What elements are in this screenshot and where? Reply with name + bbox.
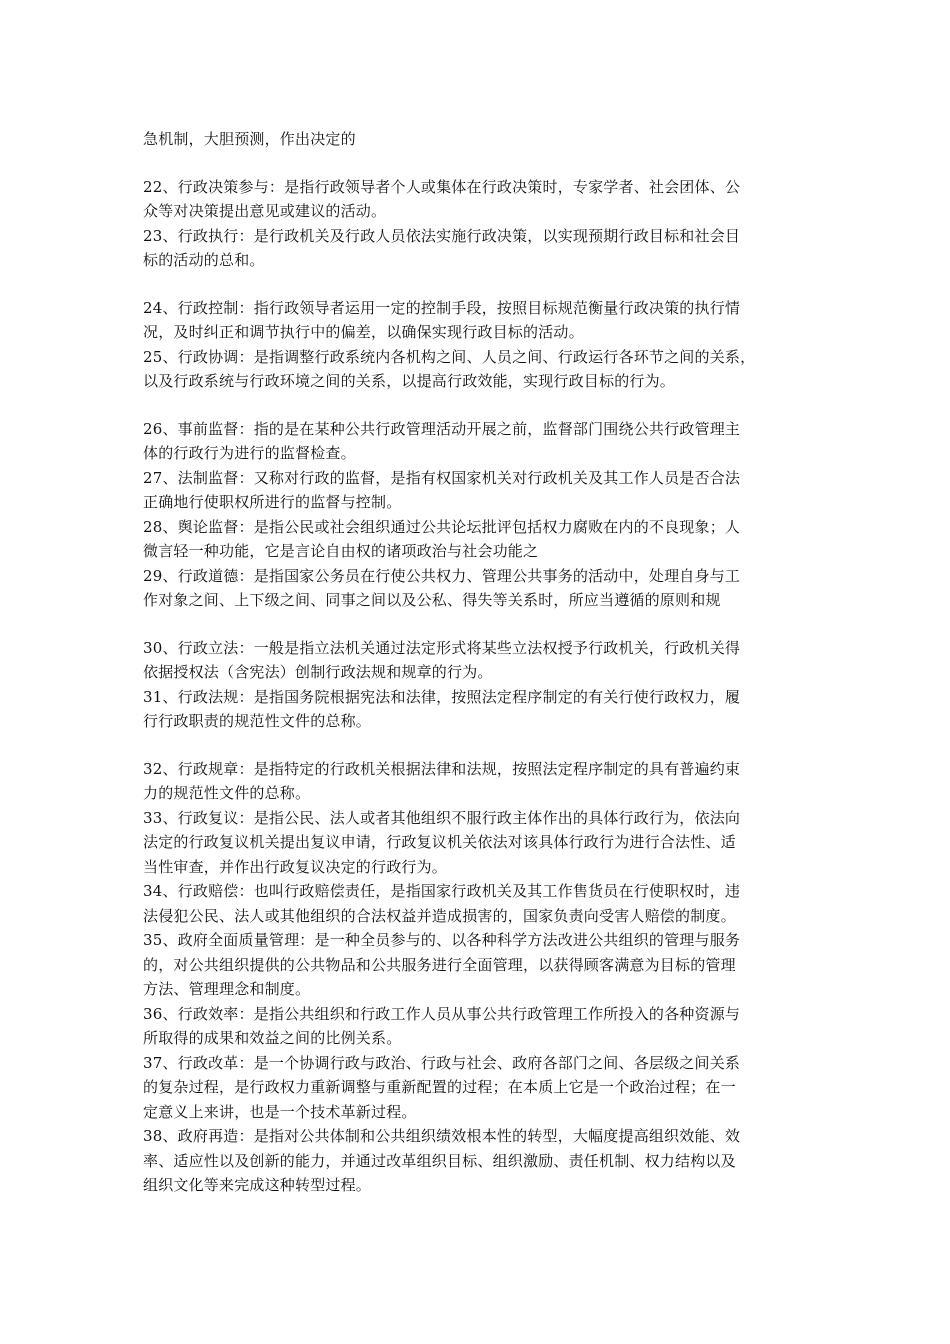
text-line: 38、政府再造：是指对公共体制和公共组织绩效根本性的转型，大幅度提高组织效能、效 [143,1127,741,1145]
text-line: 力的规范性文件的总称。 [143,784,311,802]
text-line: 24、行政控制：指行政领导者运用一定的控制手段，按照目标规范衡量行政决策的执行情 [143,298,741,317]
text-block [143,175,807,273]
text-line: 体的行政行为进行的监督检查。 [143,444,356,462]
text-line: 法侵犯公民、法人或其他组织的合法权益并造成损害的，国家负责向受害人赔偿的制度。 [143,906,736,925]
document-body [143,127,807,1198]
text-block [143,127,807,152]
text-line: 22、行政决策参与：是指行政领导者个人或集体在行政决策时，专家学者、社会团体、公 [143,177,741,196]
text-line: 以及行政系统与行政环境之间的关系，以提高行政效能，实现行政目标的行为。 [143,372,676,390]
text-line: 急机制，大胆预测，作出决定的 [143,130,356,148]
text-line: 方法、管理理念和制度。 [143,980,311,998]
text-line: 27、法制监督：又称对行政的监督，是指有权国家机关对行政机关及其工作人员是否合法 [143,468,741,487]
paragraph-gap [143,152,807,175]
text-block [143,296,807,394]
text-line: 25、行政协调：是指调整行政系统内各机构之间、人员之间、行政运行各环节之间的关系， [143,347,756,366]
text-line: 依据授权法（含宪法）创制行政法规和规章的行为。 [143,663,493,681]
text-line: 31、行政法规：是指国务院根据宪法和法律，按照法定程序制定的有关行使行政权力，履 [143,687,741,706]
text-line: 28、舆论监督：是指公民或社会组织通过公共论坛批评包括权力腐败在内的不良现象；人 [143,517,741,536]
text-line: 36、行政效率：是指公共组织和行政工作人员从事公共行政管理工作所投入的各种资源与 [143,1004,741,1023]
text-line: 组织文化等来完成这种转型过程。 [143,1176,372,1194]
text-line: 行行政职责的规范性文件的总称。 [143,712,372,730]
text-line: 的复杂过程，是行政权力重新调整与重新配置的过程；在本质上它是一个政治过程；在一 [143,1078,736,1096]
text-line: 32、行政规章：是指特定的行政机关根据法律和法规，按照法定程序制定的具有普遍约束 [143,759,741,778]
text-line: 29、行政道德：是指国家公务员在行使公共权力、管理公共事务的活动中，处理自身与工 [143,566,741,585]
paragraph-gap [143,394,807,417]
text-line: 33、行政复议：是指公民、法人或者其他组织不服行政主体作出的具体行政行为，依法向 [143,808,741,827]
text-line: 正确地行使职权所进行的监督与控制。 [143,493,402,511]
text-line: 率、适应性以及创新的能力，并通过改革组织目标、组织激励、责任机制、权力结构以及 [143,1151,736,1170]
text-line: 的，对公共组织提供的公共物品和公共服务进行全面管理，以获得顾客满意为目标的管理 [143,955,736,974]
text-line: 法定的行政复议机关提出复议申请，行政复议机关依法对该具体行政行为进行合法性、适 [143,833,736,851]
text-line: 作对象之间、上下级之间、同事之间以及公私、得失等关系时，所应当遵循的原则和规 [143,591,721,609]
text-line: 34、行政赔偿：也叫行政赔偿责任，是指国家行政机关及其工作售货员在行使职权时，违 [143,882,741,900]
text-line: 众等对决策提出意见或建议的活动。 [143,202,387,220]
paragraph-gap [143,734,807,757]
text-line: 微言轻一种功能，它是言论自由权的诸项政治与社会功能之 [143,542,539,560]
text-line: 定意义上来讲，也是一个技术革新过程。 [143,1102,417,1121]
text-line: 23、行政执行：是行政机关及行政人员依法实施行政决策，以实现预期行政目标和社会目 [143,226,741,245]
paragraph-gap [143,613,807,636]
text-block [143,417,807,613]
text-line: 30、行政立法：一般是指立法机关通过法定形式将某些立法权授予行政机关，行政机关得 [143,638,741,657]
text-line: 所取得的成果和效益之间的比例关系。 [143,1029,402,1047]
text-line: 标的活动的总和。 [143,251,265,269]
text-line: 35、政府全面质量管理：是一种全员参与的、以各种科学方法改进公共组织的管理与服务 [143,931,741,949]
text-line: 37、行政改革：是一个协调行政与政治、行政与社会、政府各部门之间、各层级之间关系 [143,1053,741,1072]
text-line: 当性审查，并作出行政复议决定的行政行为。 [143,857,448,876]
text-block [143,636,807,734]
text-line: 26、事前监督：指的是在某种公共行政管理活动开展之前，监督部门围绕公共行政管理主 [143,419,741,438]
paragraph-gap [143,273,807,296]
text-line: 况，及时纠正和调节执行中的偏差，以确保实现行政目标的活动。 [143,323,584,341]
text-block [143,757,807,1198]
